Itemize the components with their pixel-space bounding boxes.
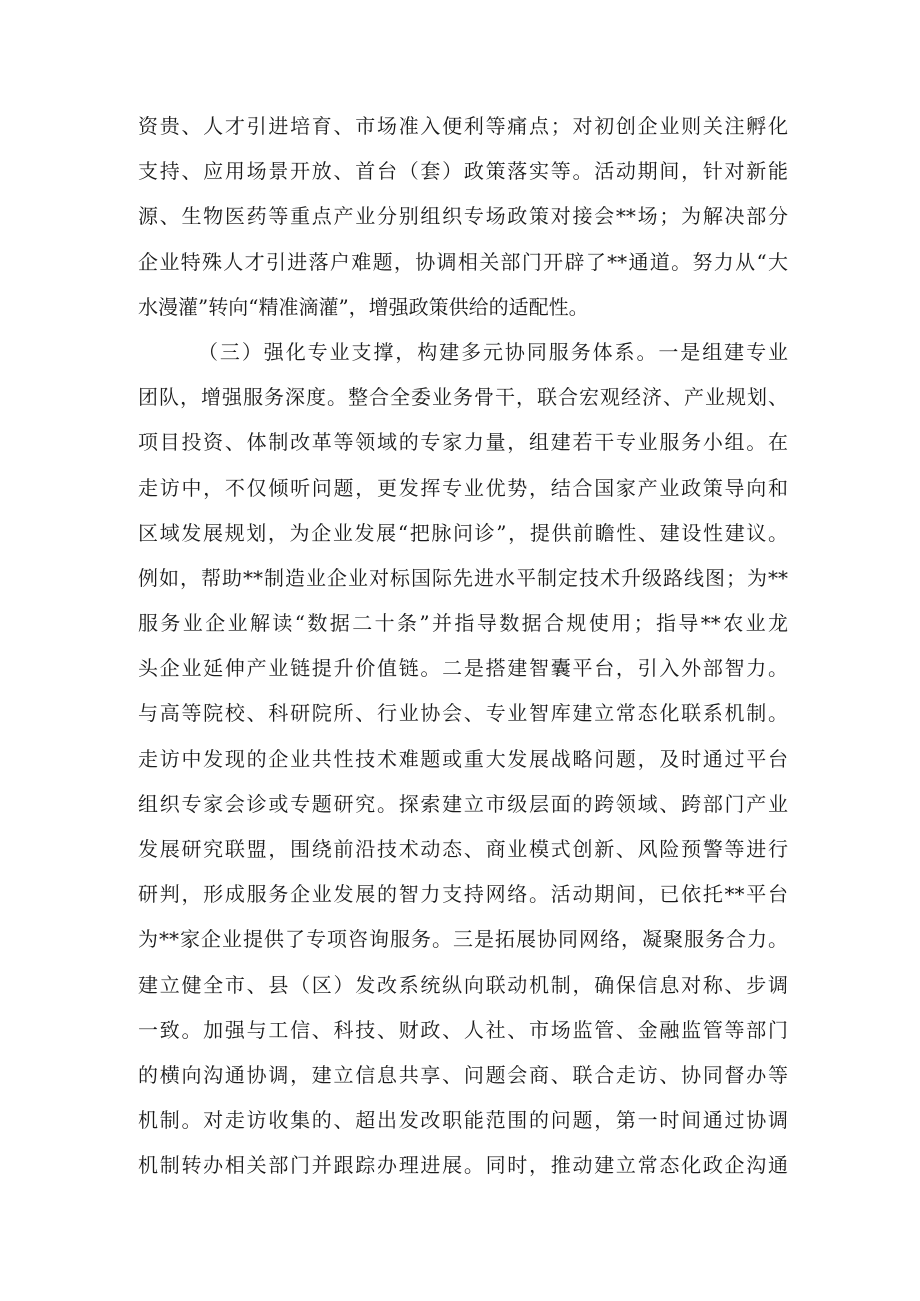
text-line: 头企业延伸产业链提升价值链。二是搭建智囊平台，引入外部智力。 [138, 656, 788, 681]
text-line: 服务业企业解读“数据二十条”并指导数据合规使用；指导**农业龙 [138, 611, 788, 636]
text-line: 走访中，不仅倾听问题，更发挥专业优势，结合国家产业政策导向和 [138, 475, 788, 500]
text-line: 机制。对走访收集的、超出发改职能范围的问题，第一时间通过协调 [138, 1108, 788, 1133]
text-line: 与高等院校、科研院所、行业协会、专业智库建立常态化联系机制。 [138, 701, 788, 726]
text-line: 支持、应用场景开放、首台（套）政策落实等。活动期间，针对新能 [138, 159, 788, 184]
text-line: 走访中发现的企业共性技术难题或重大发展战略问题，及时通过平台 [138, 746, 788, 771]
text-line: 水漫灌”转向“精准滴灌”，增强政策供给的适配性。 [138, 294, 589, 319]
text-line: 区域发展规划，为企业发展“把脉问诊”，提供前瞻性、建设性建议。 [138, 520, 788, 545]
paragraph-three [138, 330, 788, 1189]
text-line: 企业特殊人才引进落户难题，协调相关部门开辟了**通道。努力从“大 [138, 249, 788, 274]
text-line: 资贵、人才引进培育、市场准入便利等痛点；对初创企业则关注孵化 [138, 114, 788, 138]
text-line: 一致。加强与工信、科技、财政、人社、市场监管、金融监管等部门 [138, 1017, 788, 1042]
text-line: 团队，增强服务深度。整合全委业务骨干，联合宏观经济、产业规划、 [138, 385, 788, 410]
text-line-heading: （三）强化专业支撑，构建多元协同服务体系。一是组建专业 [198, 339, 788, 364]
text-line: 建立健全市、县（区）发改系统纵向联动机制，确保信息对称、步调 [138, 972, 788, 997]
text-line: 研判，形成服务企业发展的智力支持网络。活动期间，已依托**平台 [138, 882, 788, 907]
text-line: 组织专家会诊或专题研究。探索建立市级层面的跨领域、跨部门产业 [138, 791, 788, 816]
text-line: 为**家企业提供了专项咨询服务。三是拓展协同网络，凝聚服务合力。 [138, 927, 788, 952]
body-text [138, 104, 788, 1189]
paragraph-continued [138, 104, 788, 330]
text-line: 发展研究联盟，围绕前沿技术动态、商业模式创新、风险预警等进行 [138, 837, 788, 861]
text-line: 例如，帮助**制造业企业对标国际先进水平制定技术升级路线图；为** [138, 565, 788, 590]
text-line: 的横向沟通协调，建立信息共享、问题会商、联合走访、协同督办等 [138, 1062, 788, 1087]
text-line: 源、生物医药等重点产业分别组织专场政策对接会**场；为解决部分 [138, 204, 788, 229]
text-line: 项目投资、体制改革等领域的专家力量，组建若干专业服务小组。在 [138, 430, 788, 455]
text-line: 机制转办相关部门并跟踪办理进展。同时，推动建立常态化政企沟通 [138, 1153, 788, 1178]
